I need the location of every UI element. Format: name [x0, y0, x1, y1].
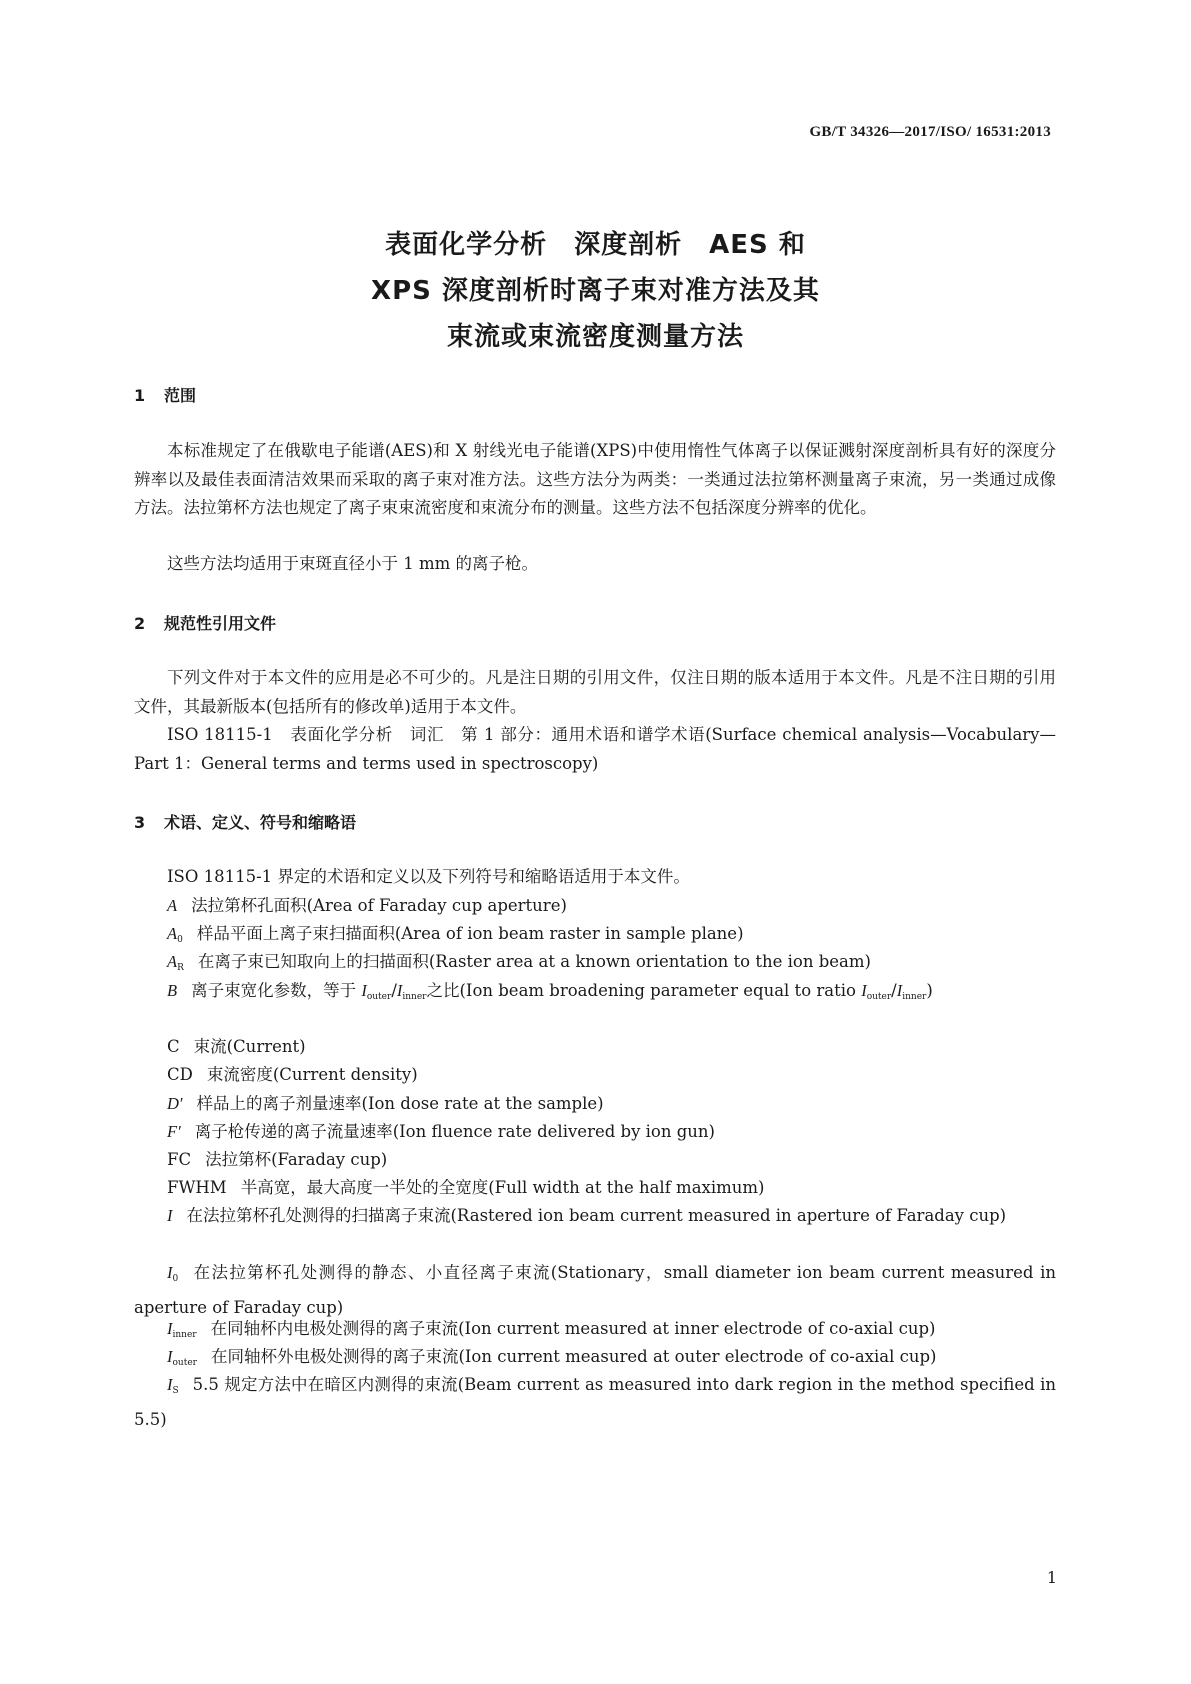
term-subscript: 0 — [177, 935, 183, 945]
term-definition: 在离子束已知取向上的扫描面积(Raster area at a known orientation to the ion beam) — [197, 952, 871, 971]
term-item — [134, 1118, 1056, 1147]
math-symbol: I — [361, 981, 367, 1000]
normative-reference: ISO 18115-1 表面化学分析 词汇 第 1 部分：通用术语和谱学术语(Surface chemical analysis—Vocabulary—Part 1：General terms and terms used in spectroscopy) — [134, 725, 1056, 773]
document-title — [0, 222, 1191, 360]
section-3-heading — [134, 810, 356, 833]
term-symbol: FWHM — [167, 1178, 227, 1197]
page-number: 1 — [1046, 1568, 1057, 1587]
term-subscript: R — [177, 963, 184, 973]
section-number: 1 — [134, 386, 146, 405]
term-symbol: A — [167, 952, 178, 971]
term-definition: 在同轴杯内电极处测得的离子束流(Ion current measured at inner electrode of co-axial cup) — [210, 1319, 936, 1338]
term-definition: 之比(Ion beam broadening parameter equal to ratio — [426, 981, 862, 1000]
math-symbol: I — [861, 981, 867, 1000]
term-definition: 5.5 规定方法中在暗区内测得的束流(Beam current as measured into dark region in the method specified in 5.5) — [134, 1375, 1056, 1429]
term-symbol: A — [167, 896, 178, 915]
term-symbol: I — [167, 1319, 173, 1338]
term-definition-end: ) — [926, 981, 933, 1000]
section-title: 术语、定义、符号和缩略语 — [164, 813, 357, 832]
math-symbol: I — [396, 981, 403, 1000]
term-definition: 样品上的离子剂量速率(Ion dose rate at the sample) — [196, 1094, 604, 1113]
term-symbol: I — [167, 1347, 173, 1366]
term-item — [134, 1061, 1056, 1090]
term-definition: 样品平面上离子束扫描面积(Area of ion beam raster in sample plane) — [196, 924, 744, 943]
term-subscript: 0 — [172, 1274, 179, 1284]
term-subscript: outer — [172, 1358, 197, 1368]
math-subscript: outer — [866, 992, 892, 1002]
term-definition: 在同轴杯外电极处测得的离子束流(Ion current measured at outer electrode of co-axial cup) — [210, 1347, 937, 1366]
term-symbol: D′ — [167, 1094, 183, 1113]
term-definition: 法拉第杯孔面积(Area of Faraday cup aperture) — [191, 896, 567, 915]
term-subscript: inner — [172, 1330, 197, 1340]
term-symbol: I — [167, 1206, 173, 1225]
term-item — [134, 892, 1056, 921]
term-definition: 离子束宽化参数，等于 — [191, 981, 362, 1000]
math-subscript: inner — [902, 992, 927, 1002]
term-symbol: I — [167, 1263, 173, 1282]
math-operator: / — [891, 981, 897, 1000]
term-definition: 法拉第杯(Faraday cup) — [205, 1150, 388, 1169]
term-item — [134, 1371, 1056, 1434]
term-symbol: FC — [167, 1150, 192, 1169]
section-number: 2 — [134, 614, 146, 633]
scope-applicability: 这些方法均适用于束斑直径小于 1 mm 的离子枪。 — [167, 554, 539, 573]
term-definition: 束流(Current) — [193, 1037, 306, 1056]
term-item — [134, 1033, 1056, 1062]
standard-code: GB/T 34326—2017/ISO/ 16531:2013 — [809, 124, 1051, 140]
term-item — [134, 1174, 1056, 1203]
term-definition: 在法拉第杯孔处测得的静态、小直径离子束流(Stationary，small diameter ion beam current measured in aperture of Faraday cup) — [134, 1263, 1056, 1317]
term-symbol: A — [167, 924, 178, 943]
term-definition: 半高宽，最大高度一半处的全宽度(Full width at the half maximum) — [240, 1178, 765, 1197]
term-symbol: C — [167, 1037, 180, 1056]
term-subscript: S — [172, 1386, 179, 1396]
math-operator: / — [391, 981, 397, 1000]
term-item — [134, 1259, 1056, 1322]
title-line-3: 束流或束流密度测量方法 — [446, 322, 744, 352]
title-line-2: XPS 深度剖析时离子束对准方法及其 — [371, 276, 820, 306]
terms-intro: ISO 18115-1 界定的术语和定义以及下列符号和缩略语适用于本文件。 — [167, 867, 690, 886]
term-symbol: CD — [167, 1065, 193, 1084]
term-symbol: B — [167, 981, 178, 1000]
term-definition: 束流密度(Current density) — [206, 1065, 418, 1084]
section-number: 3 — [134, 813, 146, 832]
scope-paragraph: 本标准规定了在俄歇电子能谱(AES)和 X 射线光电子能谱(XPS)中使用惰性气体离子以保证溅射深度剖析具有好的深度分辨率以及最佳表面清洁效果而采取的离子束对准方法。这些方法分为两类：一类通过法拉第杯测量离子束流，另一类通过成像方法。法拉第杯方法也规定了离子束束流密度和束流分布的测量。这些方法不包括深度分辨率的优化。 — [134, 441, 1056, 518]
term-symbol: I — [167, 1375, 173, 1394]
term-item — [134, 977, 1056, 1012]
section-title: 规范性引用文件 — [164, 614, 277, 633]
term-item — [134, 1090, 1056, 1119]
section-title: 范围 — [164, 386, 197, 405]
term-definition: 在法拉第杯孔处测得的扫描离子束流(Rastered ion beam current measured in aperture of Faraday cup) — [186, 1206, 1007, 1225]
term-item — [134, 1146, 1056, 1175]
section-2-heading — [134, 611, 276, 634]
term-definition: 离子枪传递的离子流量速率(Ion fluence rate delivered by ion gun) — [194, 1122, 715, 1141]
normative-intro: 下列文件对于本文件的应用是必不可少的。凡是注日期的引用文件，仅注日期的版本适用于本文件。凡是不注日期的引用文件，其最新版本(包括所有的修改单)适用于本文件。 — [134, 668, 1056, 716]
term-symbol: F′ — [167, 1122, 181, 1141]
math-symbol: I — [896, 981, 903, 1000]
section-1-heading — [134, 383, 196, 406]
term-item — [134, 1202, 1056, 1231]
math-subscript: inner — [402, 992, 427, 1002]
title-line-1: 表面化学分析 深度剖析 AES 和 — [385, 230, 806, 260]
math-subscript: outer — [366, 992, 392, 1002]
